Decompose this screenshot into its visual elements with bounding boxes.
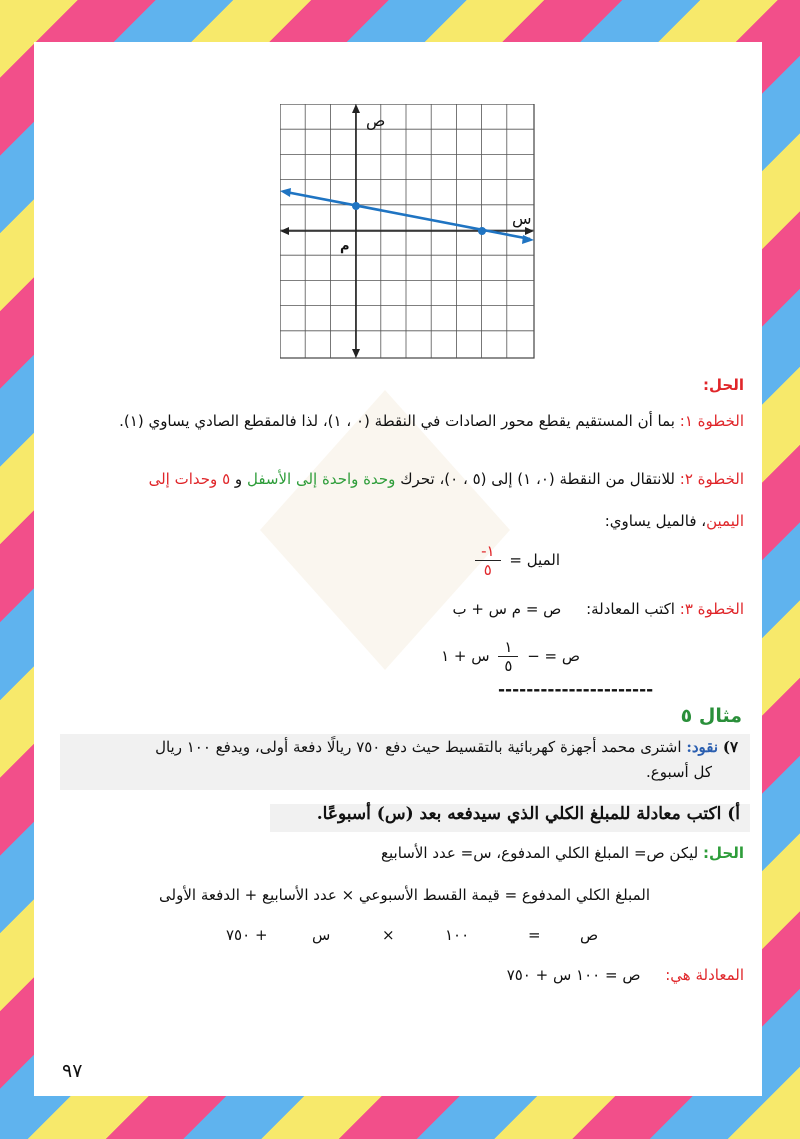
symbol-x: س xyxy=(312,926,331,944)
example-problem xyxy=(60,734,750,790)
equation-lhs: ص = − xyxy=(527,647,580,665)
solution-2-intro xyxy=(381,844,744,862)
step-3 xyxy=(452,600,744,618)
part-a-label: أ) xyxy=(727,804,740,824)
slope-denominator: ٥ xyxy=(475,560,500,579)
problem-line-2: كل أسبوع. xyxy=(646,763,712,781)
step-2-text-b: ، فالميل يساوي: xyxy=(604,512,707,530)
general-form: ص = م س + ب xyxy=(452,600,562,618)
slope-fraction xyxy=(475,542,500,579)
word-equation: المبلغ الكلي المدفوع = قيمة القسط الأسبوعي × عدد الأسابيع + الدفعة الأولى xyxy=(159,886,650,904)
coordinate-graph xyxy=(280,104,536,360)
equation-numerator: ١ xyxy=(504,638,513,656)
slope-expression xyxy=(471,542,560,579)
origin-label: م xyxy=(340,239,350,254)
dashed-divider: ---------------------- xyxy=(498,680,654,700)
part-a xyxy=(270,804,750,832)
final-equation-row xyxy=(507,966,744,984)
x-intercept-point xyxy=(478,227,486,235)
problem-topic: نقود: xyxy=(686,738,719,756)
slope-label: الميل = xyxy=(509,551,560,569)
step-2-line-1 xyxy=(149,470,744,488)
symbol-equals: = xyxy=(528,926,541,944)
final-equation: ص = ١٠٠ س + ٧٥٠ xyxy=(506,966,641,984)
equation-rhs: س + ١ xyxy=(441,647,490,665)
step-2-green-part: وحدة واحدة إلى الأسفل xyxy=(246,470,396,488)
solution-2-label: الحل: xyxy=(703,844,744,862)
step-2-line-2 xyxy=(605,512,744,530)
symbol-equation xyxy=(0,926,800,950)
equation-denominator: ٥ xyxy=(498,656,518,675)
symbol-100: ١٠٠ xyxy=(445,926,470,944)
step-1-text: بما أن المستقيم يقطع محور الصادات في النقطة (٠ ، ١)، لذا فالمقطع الصادي يساوي (١). xyxy=(119,412,675,430)
y-axis-label: ص xyxy=(366,111,386,130)
page-number: ٩٧ xyxy=(62,1060,83,1082)
problem-number: ٧) xyxy=(722,738,738,756)
step-1-label: الخطوة ١: xyxy=(679,412,744,430)
slope-numerator: -١ xyxy=(481,542,495,560)
step-3-text: اكتب المعادلة: xyxy=(586,600,675,618)
y-intercept-point xyxy=(352,202,360,210)
solution-2-text: ليكن ص= المبلغ الكلي المدفوع، س= عدد الأسابيع xyxy=(381,844,699,862)
line-equation xyxy=(441,638,580,675)
x-axis-label: س xyxy=(512,209,532,228)
step-2-red-right: اليمين xyxy=(706,512,744,530)
symbol-plus-750: + ٧٥٠ xyxy=(226,926,268,944)
final-label: المعادلة هي: xyxy=(665,966,744,984)
symbol-y: ص xyxy=(580,926,599,944)
example-title: مثال ٥ xyxy=(680,705,742,727)
step-1 xyxy=(119,412,744,430)
step-2-red-part: ٥ وحدات إلى xyxy=(148,470,231,488)
symbol-times: × xyxy=(382,926,395,944)
equation-fraction xyxy=(498,638,518,675)
problem-line-1: اشترى محمد أجهزة كهربائية بالتقسيط حيث دفع ٧٥٠ ريالًا دفعة أولى، ويدفع ١٠٠ ريال xyxy=(155,738,682,756)
step-2-label: الخطوة ٢: xyxy=(679,470,744,488)
step-3-label: الخطوة ٣: xyxy=(679,600,744,618)
part-a-text: اكتب معادلة للمبلغ الكلي الذي سيدفعه بعد (س) أسبوعًا. xyxy=(316,804,722,824)
step-2-text-a: للانتقال من النقطة (٠، ١) إلى (٥ ، ٠)، تحرك xyxy=(400,470,675,488)
solution-label: الحل: xyxy=(703,376,744,394)
step-2-and: و xyxy=(234,470,243,488)
